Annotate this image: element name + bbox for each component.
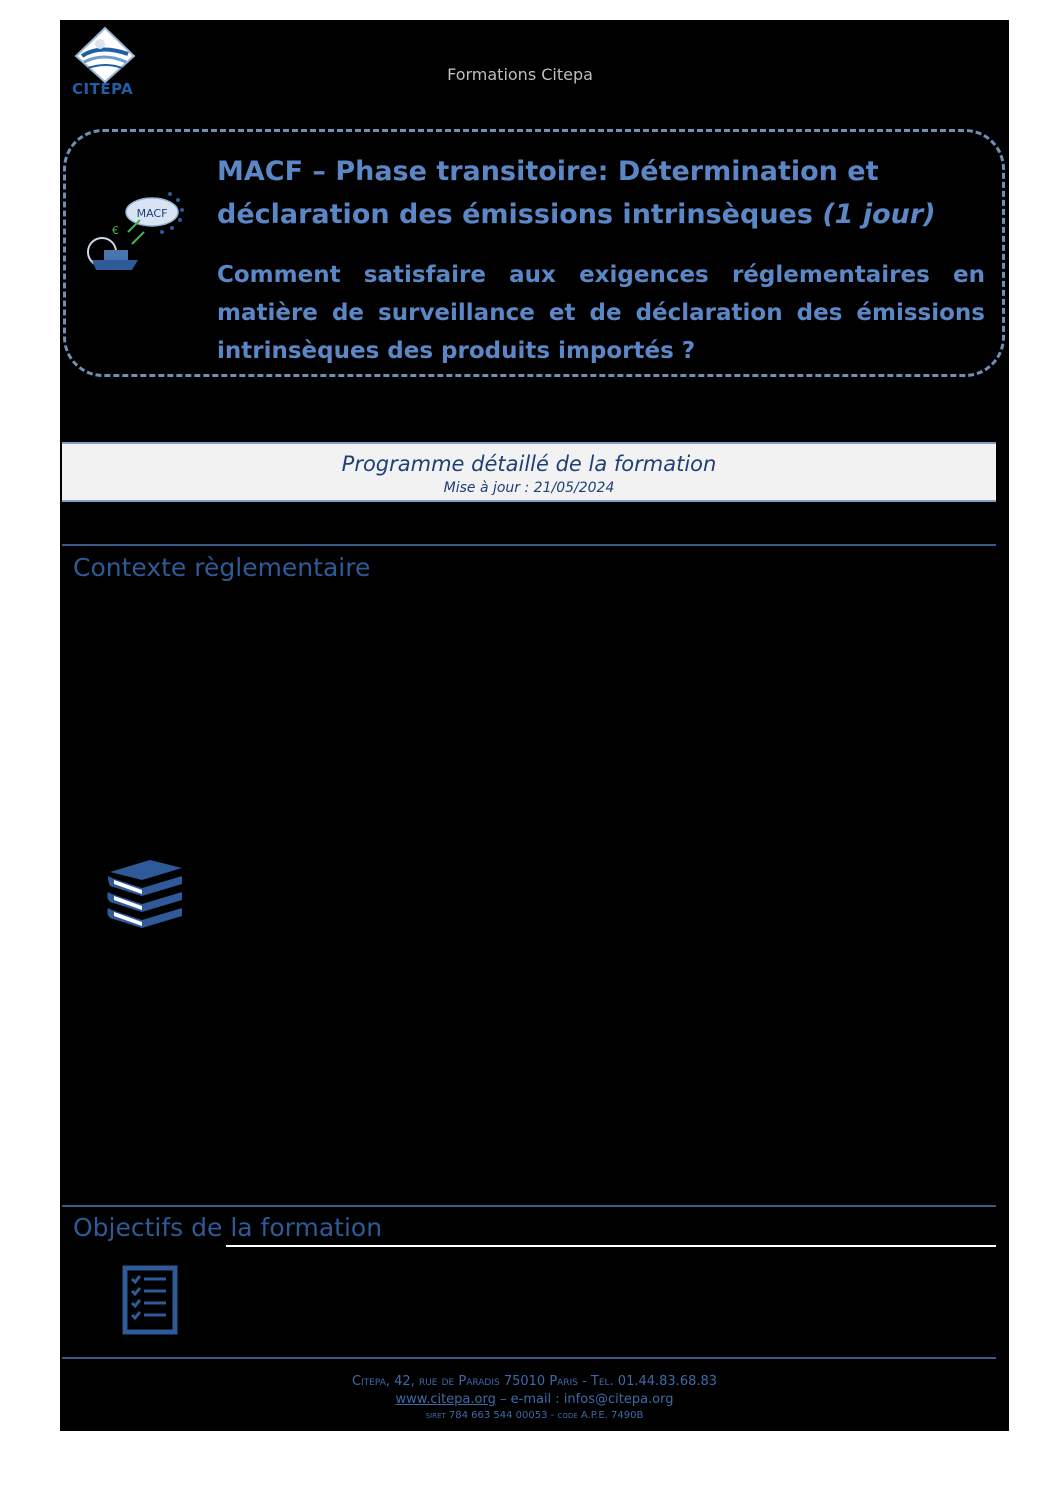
footer: [60, 1374, 1009, 1421]
objectives-section-title: Objectifs de la formation: [73, 1213, 383, 1242]
document-page: [60, 20, 1009, 1431]
training-question: Comment satisfaire aux exigences réglementaires en matière de surveillance et de déclaration des émissions intrinsèques des produits importés ?: [217, 262, 985, 364]
footer-contact: [60, 1392, 1009, 1407]
program-banner: [62, 442, 996, 502]
objectives-underline: [226, 1245, 996, 1247]
context-section-title: Contexte règlementaire: [73, 553, 371, 582]
svg-text:€: €: [112, 224, 119, 237]
program-title: Programme détaillé de la formation: [341, 452, 717, 476]
checklist-icon: [122, 1265, 178, 1335]
footer-divider: [62, 1357, 996, 1359]
section-divider: [62, 1205, 996, 1207]
footer-email: – e-mail : infos@citepa.org: [495, 1392, 674, 1407]
title-box: [63, 129, 1005, 377]
training-title: [217, 150, 997, 236]
footer-legal: siret 784 663 544 00053 - code A.P.E. 7490B: [425, 1410, 644, 1421]
training-duration: (1 jour): [822, 199, 936, 230]
program-update-date: Mise à jour : 21/05/2024: [443, 480, 615, 496]
footer-address: Citepa, 42, rue de Paradis 75010 Paris - Tel. 01.44.83.68.83: [351, 1374, 718, 1389]
macf-icon: [82, 186, 192, 278]
website-link[interactable]: www.citepa.org: [395, 1392, 496, 1407]
books-icon: [106, 858, 184, 934]
macf-icon-label: MACF: [136, 207, 168, 220]
logo-text: CITEPA: [72, 80, 134, 98]
training-title-text: MACF – Phase transitoire: Détermination et déclaration des émissions intrinsèques: [217, 156, 879, 230]
section-divider: [62, 544, 996, 546]
header-title: Formations Citepa: [447, 65, 593, 84]
